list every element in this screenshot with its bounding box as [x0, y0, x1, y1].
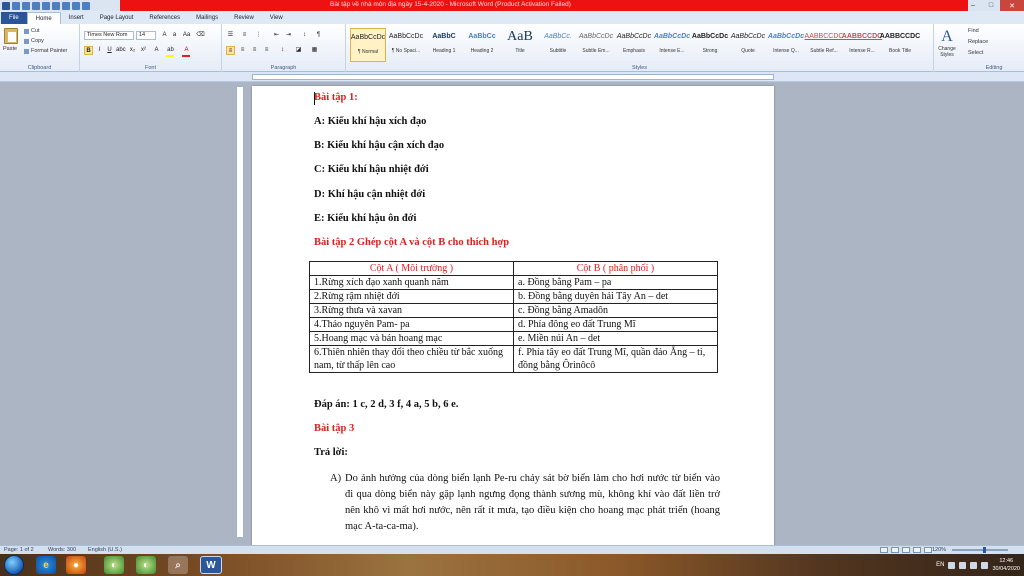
style-book-title[interactable] — [879, 28, 921, 62]
tab-insert[interactable]: Insert — [68, 15, 84, 21]
styles-label: Styles — [632, 65, 647, 71]
document-page[interactable] — [252, 86, 774, 546]
select-button[interactable]: Select — [968, 50, 984, 56]
save-icon[interactable] — [12, 2, 20, 10]
font-size-select[interactable]: 14 — [136, 31, 156, 40]
web-layout-icon[interactable] — [902, 547, 910, 553]
justify-icon[interactable]: ≡ — [264, 47, 269, 53]
exercise-1-heading: Bài tập 1: — [314, 92, 358, 103]
shading-icon[interactable]: ◪ — [295, 47, 302, 53]
matching-table — [309, 261, 718, 373]
style-name: Intense E... — [659, 48, 685, 54]
page-count[interactable]: Page: 1 of 2 — [4, 547, 34, 553]
highlight-button[interactable]: ab — [167, 47, 174, 53]
table-cell: 5.Hoang mạc và bán hoang mạc — [310, 332, 514, 346]
taskbar — [0, 554, 1024, 576]
option-e: E: Kiểu khí hậu ôn đới — [314, 213, 417, 224]
customize-qat-icon[interactable] — [82, 2, 90, 10]
minimize-button[interactable]: – — [971, 2, 975, 9]
style-subtitle[interactable] — [540, 28, 576, 62]
bullets-icon[interactable]: ☰ — [227, 32, 234, 38]
style-name: Heading 2 — [470, 48, 494, 54]
style-name: ¶ No Spaci... — [391, 48, 421, 54]
change-case-button[interactable]: Aa — [182, 32, 191, 38]
zoom-slider[interactable] — [952, 549, 1008, 551]
style-name: Subtle Ref... — [810, 48, 838, 54]
font-color-button[interactable]: A — [184, 47, 189, 53]
horizontal-ruler[interactable] — [252, 74, 774, 80]
style-intense-quote[interactable] — [768, 28, 804, 62]
option-d: D: Khí hậu cận nhiệt đới — [314, 189, 426, 200]
style-name: Intense Q... — [773, 48, 799, 54]
style-heading-1[interactable] — [426, 28, 462, 62]
style-sample: AABBCCDC — [879, 33, 921, 40]
style-name: Title — [515, 48, 525, 54]
print-preview-icon[interactable] — [72, 2, 80, 10]
superscript-button[interactable]: x² — [141, 47, 146, 53]
style-intense-emphasis[interactable] — [654, 28, 690, 62]
grow-font-button[interactable]: A — [162, 32, 167, 38]
full-screen-reading-icon[interactable] — [891, 547, 899, 553]
maximize-button[interactable]: □ — [988, 2, 994, 9]
table-cell: 6.Thiên nhiên thay đổi theo chiều từ bắc xuống nam, từ thấp lên cao — [310, 346, 514, 373]
tab-home[interactable]: Home — [27, 12, 61, 24]
table-cell: 1.Rừng xích đạo xanh quanh năm — [310, 276, 514, 290]
status-bar — [0, 545, 1024, 554]
style-sample: AaBbCcDc — [616, 33, 652, 40]
show-marks-icon[interactable]: ¶ — [316, 32, 321, 38]
tab-review[interactable]: Review — [234, 15, 254, 21]
font-name-select[interactable]: Times New Rom — [84, 31, 134, 40]
answer-a-text: Do ảnh hưởng của dòng biển lạnh Pe-ru chảy sát bờ biển làm cho hơi nước từ biển vào đi qua dòng biển này gặp lạnh ngưng đọng thành sương mù, không khí vào đất liền trở nên khô vì mất hơi nước, nên rất ít mưa, tạo điều kiện cho hoang mạc phát triển (hoang mạc A-ta-ca-ma). — [345, 473, 720, 532]
style-sample: AaBbCcDc — [578, 33, 614, 40]
text-effects-button[interactable]: A — [154, 47, 159, 53]
tab-file[interactable]: File — [1, 12, 27, 24]
cut-icon — [24, 29, 29, 34]
table-row — [310, 332, 718, 346]
firefox-icon[interactable]: ● — [66, 556, 86, 574]
subscript-button[interactable]: x₂ — [129, 47, 136, 53]
style-name: Heading 1 — [432, 48, 456, 54]
undo-icon[interactable] — [22, 2, 30, 10]
help-icon[interactable] — [948, 562, 955, 569]
answer-a-label: A) — [330, 473, 342, 484]
style-strong[interactable] — [692, 28, 728, 62]
draft-icon[interactable] — [924, 547, 932, 553]
style-name: Strong — [702, 48, 718, 54]
font-color-bar — [182, 55, 190, 57]
font-group-label: Font — [144, 65, 156, 71]
cut-label: Cut — [31, 28, 40, 34]
style-name: Emphasis — [623, 48, 645, 54]
style-subtle-emphasis[interactable] — [578, 28, 614, 62]
style-name: Quote — [741, 48, 755, 54]
flag-icon[interactable] — [959, 562, 966, 569]
style-name: Subtle Em... — [582, 48, 610, 54]
reply-label: Trả lời: — [314, 447, 348, 458]
table-header-row — [310, 262, 718, 276]
quick-access-toolbar — [0, 0, 90, 11]
tab-view[interactable]: View — [269, 15, 283, 21]
align-center-icon[interactable]: ≡ — [240, 47, 245, 53]
table-row — [310, 290, 718, 304]
paragraph-group — [222, 24, 346, 72]
style-sample: AaBbCc — [468, 33, 496, 40]
cut-button[interactable] — [24, 28, 40, 34]
style-sample: AABBCCDC — [804, 33, 844, 40]
option-c: C: Kiểu khí hậu nhiệt đới — [314, 164, 429, 175]
copy-icon — [24, 39, 29, 44]
align-right-icon[interactable]: ≡ — [252, 47, 257, 53]
paste-button[interactable]: Paste — [3, 46, 18, 52]
search-icon[interactable]: ⌕ — [168, 556, 188, 574]
table-cell: c. Đồng bằng Amadôn — [514, 304, 718, 318]
zoom-slider-knob[interactable] — [983, 547, 986, 553]
close-button[interactable]: ✕ — [1000, 0, 1024, 11]
system-tray — [936, 556, 1020, 574]
outline-icon[interactable] — [913, 547, 921, 553]
decrease-indent-icon[interactable]: ⇤ — [273, 32, 280, 38]
font-color-icon[interactable] — [62, 2, 70, 10]
style-intense-reference[interactable] — [841, 28, 883, 62]
style-heading-2[interactable] — [464, 28, 500, 62]
tab-mailings[interactable]: Mailings — [196, 15, 219, 21]
align-left-icon[interactable]: ≡ — [226, 46, 235, 55]
style-emphasis[interactable] — [616, 28, 652, 62]
format-painter-label: Format Painter — [31, 48, 68, 54]
window-controls — [964, 0, 1024, 11]
table-cell: b. Đồng bằng duyên hải Tây An – det — [514, 290, 718, 304]
window-title: Bài tập về nhà môn địa ngày 15-4-2020 - Microsoft Word (Product Activation Failed) — [330, 1, 571, 8]
exercise-2-heading: Bài tập 2 Ghép cột A và cột B cho thích hợp — [314, 237, 510, 248]
style-sample: AaBbCc. — [544, 33, 572, 40]
option-b: B: Kiểu khí hậu cận xích đạo — [314, 140, 445, 151]
clock-time: 12:46 — [999, 558, 1014, 564]
style-sample: AaBbCcDc — [767, 33, 805, 40]
style-sample: AaBbCcDc — [691, 33, 729, 40]
table-cell: 3.Rừng thưa và xavan — [310, 304, 514, 318]
table-row — [310, 318, 718, 332]
clock[interactable] — [992, 557, 1020, 573]
format-painter-icon — [24, 49, 29, 54]
clipboard-label: Clipboard — [27, 65, 52, 71]
answer-a — [330, 471, 720, 535]
change-styles-icon: A — [941, 28, 953, 45]
font-group — [80, 24, 222, 72]
sort-icon[interactable]: ↕ — [303, 32, 306, 38]
internet-explorer-icon[interactable]: e — [36, 556, 56, 574]
table-cell: 4.Thảo nguyên Pam- pa — [310, 318, 514, 332]
paste-icon[interactable] — [4, 28, 18, 44]
copy-button[interactable] — [24, 38, 44, 44]
change-styles-button[interactable] — [936, 28, 958, 58]
style-title[interactable] — [502, 28, 538, 62]
option-a: A: Kiểu khí hậu xích đạo — [314, 116, 427, 127]
italic-button[interactable]: I — [98, 47, 101, 53]
title-bar — [0, 0, 1024, 11]
style-sample: AaBbCcDc — [388, 33, 424, 40]
table-cell: a. Đồng bằng Pam – pa — [514, 276, 718, 290]
style-normal[interactable] — [350, 28, 386, 62]
tab-page-layout[interactable]: Page Layout — [99, 15, 134, 21]
style-name: ¶ Normal — [357, 49, 379, 55]
app-icon[interactable]: ◐ — [136, 556, 156, 574]
line-spacing-icon[interactable]: ↕ — [281, 47, 284, 53]
style-sample: AaBbCcDc — [653, 33, 691, 40]
styles-group — [346, 24, 956, 72]
editing-group — [964, 24, 1024, 72]
view-buttons — [880, 547, 932, 553]
strikethrough-button[interactable]: abc — [116, 47, 126, 53]
vertical-ruler[interactable] — [236, 86, 244, 538]
start-button[interactable] — [4, 555, 24, 575]
zoom-level[interactable]: 120% — [932, 547, 947, 553]
style-sample: AaBbC — [432, 33, 456, 40]
find-button[interactable]: Find — [968, 28, 979, 34]
style-sample: AABBCCDC — [841, 33, 883, 40]
clipboard-group — [0, 24, 80, 72]
answer-key: Đáp án: 1 c, 2 d, 3 f, 4 a, 5 b, 6 e. — [314, 399, 459, 410]
clear-formatting-icon[interactable]: ⌫ — [196, 32, 205, 38]
style-sample: AaBbCcDc — [730, 33, 766, 40]
numbering-icon[interactable]: ≡ — [242, 32, 247, 38]
replace-button[interactable]: Replace — [968, 39, 989, 45]
table-row — [310, 304, 718, 318]
column-b-header: Cột B ( phân phối ) — [514, 262, 718, 276]
redo-icon[interactable] — [32, 2, 40, 10]
editing-label: Editing — [985, 65, 1003, 71]
app-icon[interactable]: ◐ — [104, 556, 124, 574]
change-styles-label: Change Styles — [938, 46, 956, 58]
word-count[interactable]: Words: 300 — [48, 547, 77, 553]
style-quote[interactable] — [730, 28, 766, 62]
table-cell: d. Phía đông eo đất Trung Mĩ — [514, 318, 718, 332]
word-taskbar-icon[interactable]: W — [200, 556, 222, 574]
table-row — [310, 346, 718, 373]
highlight-color-bar — [166, 55, 174, 57]
new-document-icon[interactable] — [42, 2, 50, 10]
open-icon[interactable] — [52, 2, 60, 10]
style-sample: AaB — [507, 28, 533, 44]
style-sample: AaBbCcDc — [350, 34, 386, 41]
table-cell: 2.Rừng rậm nhiệt đới — [310, 290, 514, 304]
tab-references[interactable]: References — [149, 15, 181, 21]
borders-icon[interactable]: ▦ — [311, 47, 318, 53]
ribbon-tabs — [0, 11, 1024, 24]
paragraph-label: Paragraph — [270, 65, 297, 71]
style-no-spacing[interactable] — [388, 28, 424, 62]
copy-label: Copy — [31, 38, 44, 44]
multilevel-list-icon[interactable]: ⋮ — [255, 32, 262, 38]
table-cell: f. Phía tây eo đất Trung Mĩ, quần đảo Ẳng – ti, đồng bằng Ôrinôcô — [514, 346, 718, 373]
table-row — [310, 276, 718, 290]
format-painter-button[interactable] — [24, 48, 67, 54]
ribbon — [0, 24, 1024, 72]
style-name: Subtitle — [549, 48, 567, 54]
style-name: Intense R... — [849, 48, 875, 54]
underline-button[interactable]: U — [107, 47, 112, 53]
shrink-font-button[interactable]: a — [172, 32, 177, 38]
language-bar[interactable]: EN — [936, 562, 945, 568]
increase-indent-icon[interactable]: ⇥ — [285, 32, 292, 38]
exercise-3-heading: Bài tập 3 — [314, 423, 355, 434]
volume-icon[interactable] — [981, 562, 988, 569]
network-icon[interactable] — [970, 562, 977, 569]
column-a-header: Cột A ( Môi trường ) — [310, 262, 514, 276]
word-icon[interactable] — [2, 2, 10, 10]
clock-date: 30/04/2020 — [992, 566, 1020, 572]
bold-button[interactable]: B — [84, 46, 93, 55]
table-cell: e. Miền núi An – det — [514, 332, 718, 346]
language-indicator[interactable]: English (U.S.) — [88, 547, 122, 553]
print-layout-icon[interactable] — [880, 547, 888, 553]
style-subtle-reference[interactable] — [806, 28, 842, 62]
style-name: Book Title — [889, 48, 911, 54]
